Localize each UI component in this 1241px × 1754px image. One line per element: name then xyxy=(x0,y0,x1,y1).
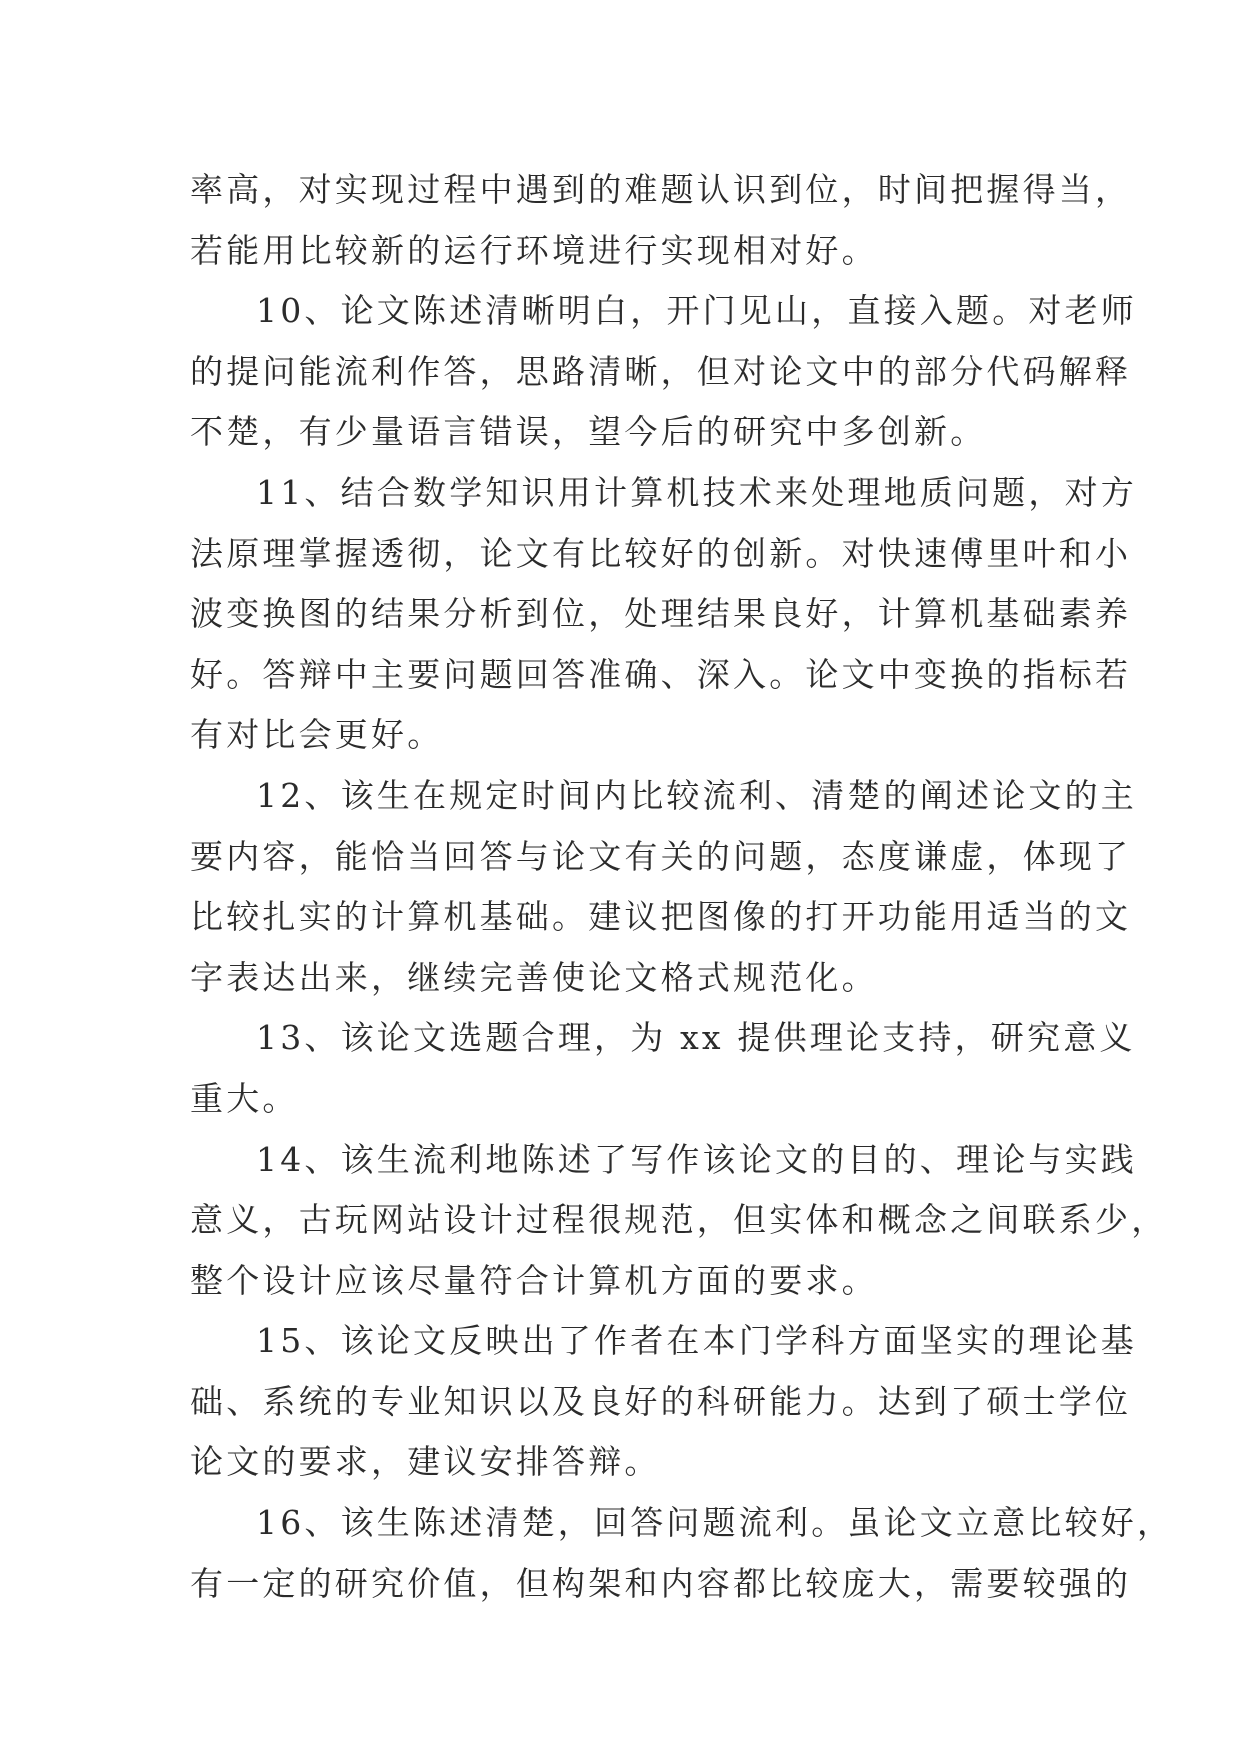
paragraph-item-13 xyxy=(190,1008,1136,1129)
paragraph-item-16 xyxy=(190,1493,1174,1614)
paragraph-continued xyxy=(190,160,1132,281)
document-body xyxy=(190,160,1174,1614)
text-line: 有一定的研究价值，但构架和内容都比较庞大，需要较强的 xyxy=(190,1563,1132,1603)
text-line: 础、系统的专业知识以及良好的科研能力。达到了硕士学位 xyxy=(190,1381,1132,1421)
text-line: 15、该论文反映出了作者在本门学科方面坚实的理论基 xyxy=(256,1321,1137,1361)
text-line: 16、该生陈述清楚，回答问题流利。虽论文立意比较好， xyxy=(256,1503,1174,1543)
text-line: 法原理掌握透彻，论文有比较好的创新。对快速傅里叶和小 xyxy=(190,533,1132,573)
text-line: 论文的要求，建议安排答辩。 xyxy=(190,1442,661,1482)
text-line: 的提问能流利作答，思路清晰，但对论文中的部分代码解释 xyxy=(190,351,1132,391)
text-line: 字表达出来，继续完善使论文格式规范化。 xyxy=(190,957,878,997)
paragraph-item-15 xyxy=(190,1311,1137,1493)
text-line: 13、该论文选题合理，为 xx 提供理论支持，研究意义 xyxy=(256,1018,1136,1058)
text-line: 不楚，有少量语言错误，望今后的研究中多创新。 xyxy=(190,412,987,452)
text-line: 波变换图的结果分析到位，处理结果良好，计算机基础素养 xyxy=(190,594,1132,634)
text-line: 比较扎实的计算机基础。建议把图像的打开功能用适当的文 xyxy=(190,897,1132,937)
text-line: 14、该生流利地陈述了写作该论文的目的、理论与实践 xyxy=(256,1139,1137,1179)
paragraph-item-11 xyxy=(190,463,1137,766)
text-line: 意义，古玩网站设计过程很规范，但实体和概念之间联系少， xyxy=(190,1200,1168,1240)
text-line: 若能用比较新的运行环境进行实现相对好。 xyxy=(190,230,878,270)
paragraph-item-10 xyxy=(190,281,1137,463)
text-line: 12、该生在规定时间内比较流利、清楚的阐述论文的主 xyxy=(256,775,1137,815)
text-line: 10、论文陈述清晰明白，开门见山，直接入题。对老师 xyxy=(256,291,1137,331)
text-line: 11、结合数学知识用计算机技术来处理地质问题，对方 xyxy=(256,472,1137,512)
text-line: 率高，对实现过程中遇到的难题认识到位，时间把握得当， xyxy=(190,170,1132,209)
text-line: 有对比会更好。 xyxy=(190,715,444,755)
text-line: 要内容，能恰当回答与论文有关的问题，态度谦虚，体现了 xyxy=(190,836,1132,876)
text-line: 重大。 xyxy=(190,1078,299,1118)
text-line: 好。答辩中主要问题回答准确、深入。论文中变换的指标若 xyxy=(190,654,1132,694)
text-line: 整个设计应该尽量符合计算机方面的要求。 xyxy=(190,1260,878,1300)
paragraph-item-14 xyxy=(190,1130,1168,1312)
paragraph-item-12 xyxy=(190,766,1137,1008)
